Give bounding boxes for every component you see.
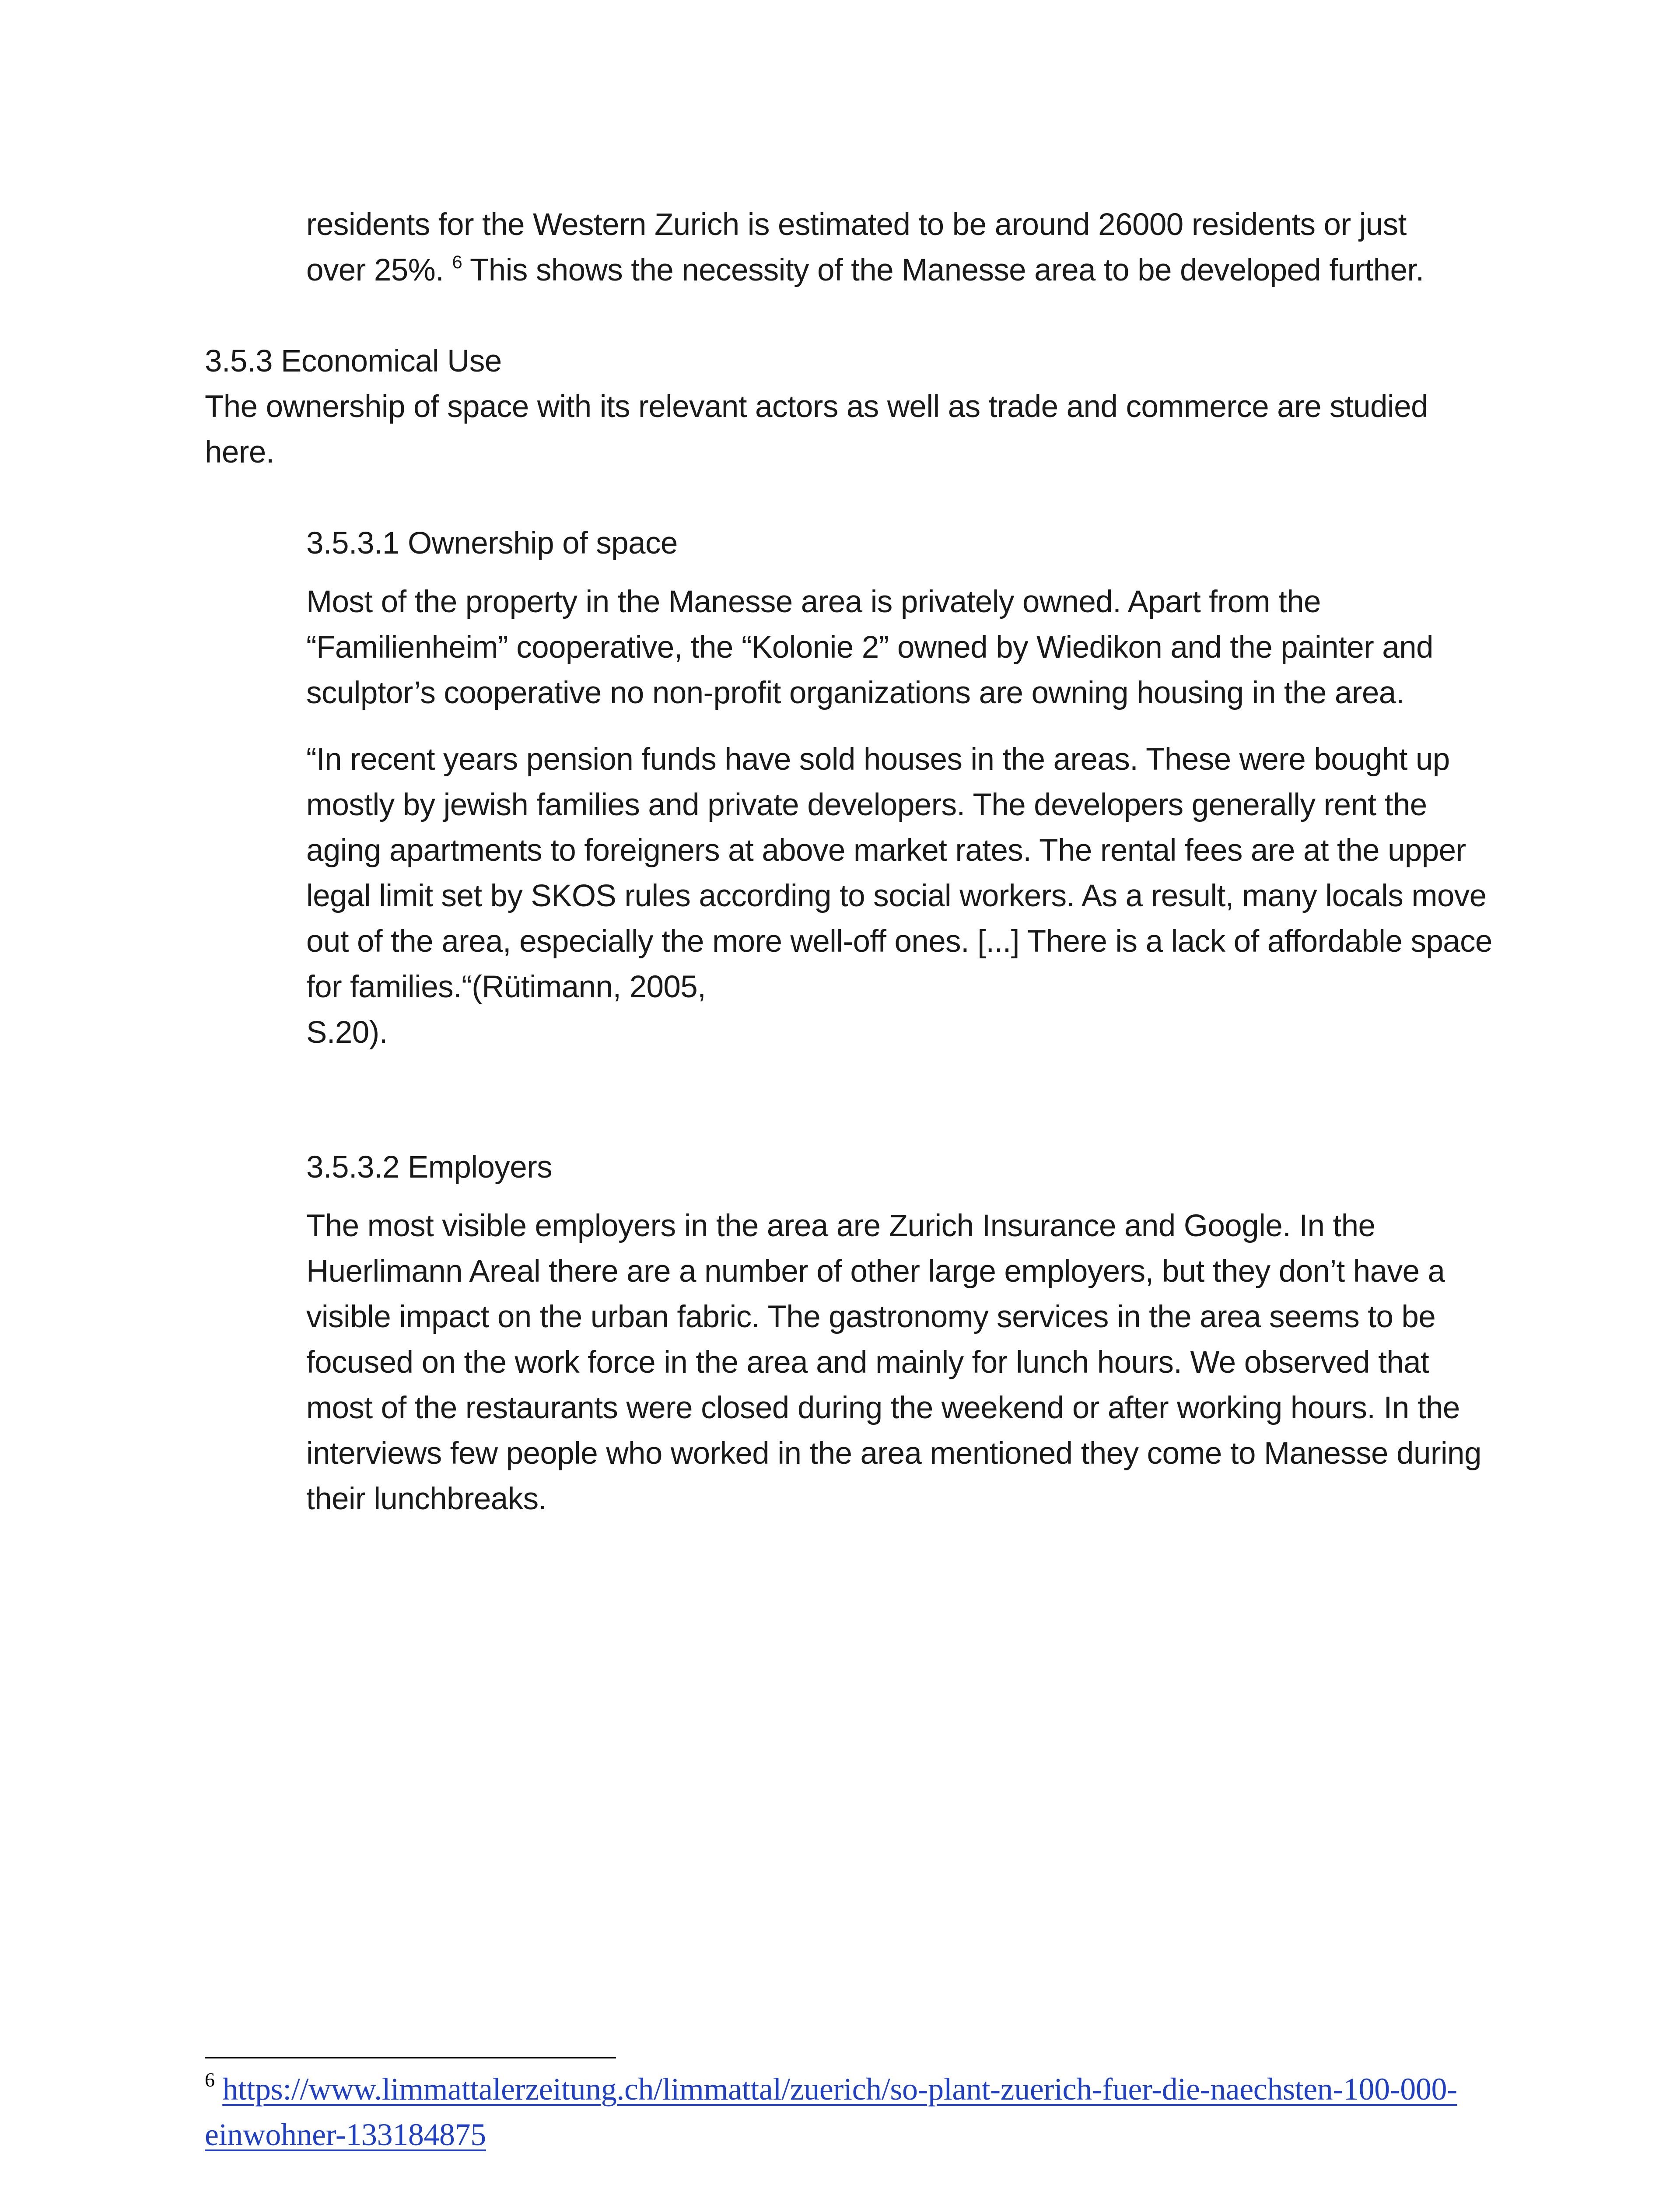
- footnote-separator: [205, 2057, 616, 2058]
- intro-paragraph: [306, 202, 1496, 293]
- section-3-5-3: [205, 339, 1495, 475]
- section-3-5-3-1: [306, 521, 1496, 1055]
- ownership-quote: “In recent years pension funds have sold houses in the areas. These were bought up mostly by jewish families and private developers. The developers generally rent the aging apartments to foreigners at above market rates. The rental fees are at the upper legal limit set by SKOS rules according to social workers. As a result, many locals move out of the area, especially the more well-off ones. [...] There is a lack of affordable space for families.“(Rütimann, 2005,: [306, 742, 1492, 1004]
- intro-line-2-suffix: This shows the necessity of the Manesse area to be developed further.: [470, 253, 1424, 288]
- footnote: [205, 2066, 1500, 2157]
- ownership-paragraph: Most of the property in the Manesse area is privately owned. Apart from the “Familienheim” cooperative, the “Kolonie 2” owned by Wiedikon and the painter and sculptor’s cooperative no non-profit organizations are owning housing in the area.: [306, 585, 1433, 710]
- section-heading: 3.5.3 Economical Use: [205, 344, 502, 379]
- intro-line-1: residents for the Western Zurich is estimated to be around 26000 residents or just: [306, 207, 1407, 242]
- intro-line-2-prefix: over 25%.: [306, 253, 444, 288]
- footnote-number: 6: [205, 2069, 215, 2091]
- footnote-reference[interactable]: 6: [452, 252, 462, 272]
- section-body: The ownership of space with its relevant actors as well as trade and commerce are studied here.: [205, 389, 1428, 470]
- footnote-link[interactable]: https://www.limmattalerzeitung.ch/limmattal/zuerich/so-plant-zuerich-fuer-die-naechsten-100-000-einwohner-133184875: [205, 2072, 1457, 2152]
- employers-paragraph: The most visible employers in the area are Zurich Insurance and Google. In the Huerlimann Areal there are a number of other large employers, but they don’t have a visible impact on the urban fabric. The gastronomy services in the area seems to be focused on the work force in the area and mainly for lunch hours. We observed that most of the restaurants were closed during the weekend or after working hours. In the interviews few people who worked in the area mentioned they come to Manesse during their lunchbreaks.: [306, 1209, 1481, 1516]
- subsection-heading: 3.5.3.2 Employers: [306, 1150, 553, 1185]
- section-3-5-3-2: [306, 1145, 1496, 1522]
- quote-citation-end: S.20).: [306, 1015, 388, 1050]
- intro-line-2: [306, 248, 1496, 293]
- subsection-heading: 3.5.3.1 Ownership of space: [306, 526, 678, 561]
